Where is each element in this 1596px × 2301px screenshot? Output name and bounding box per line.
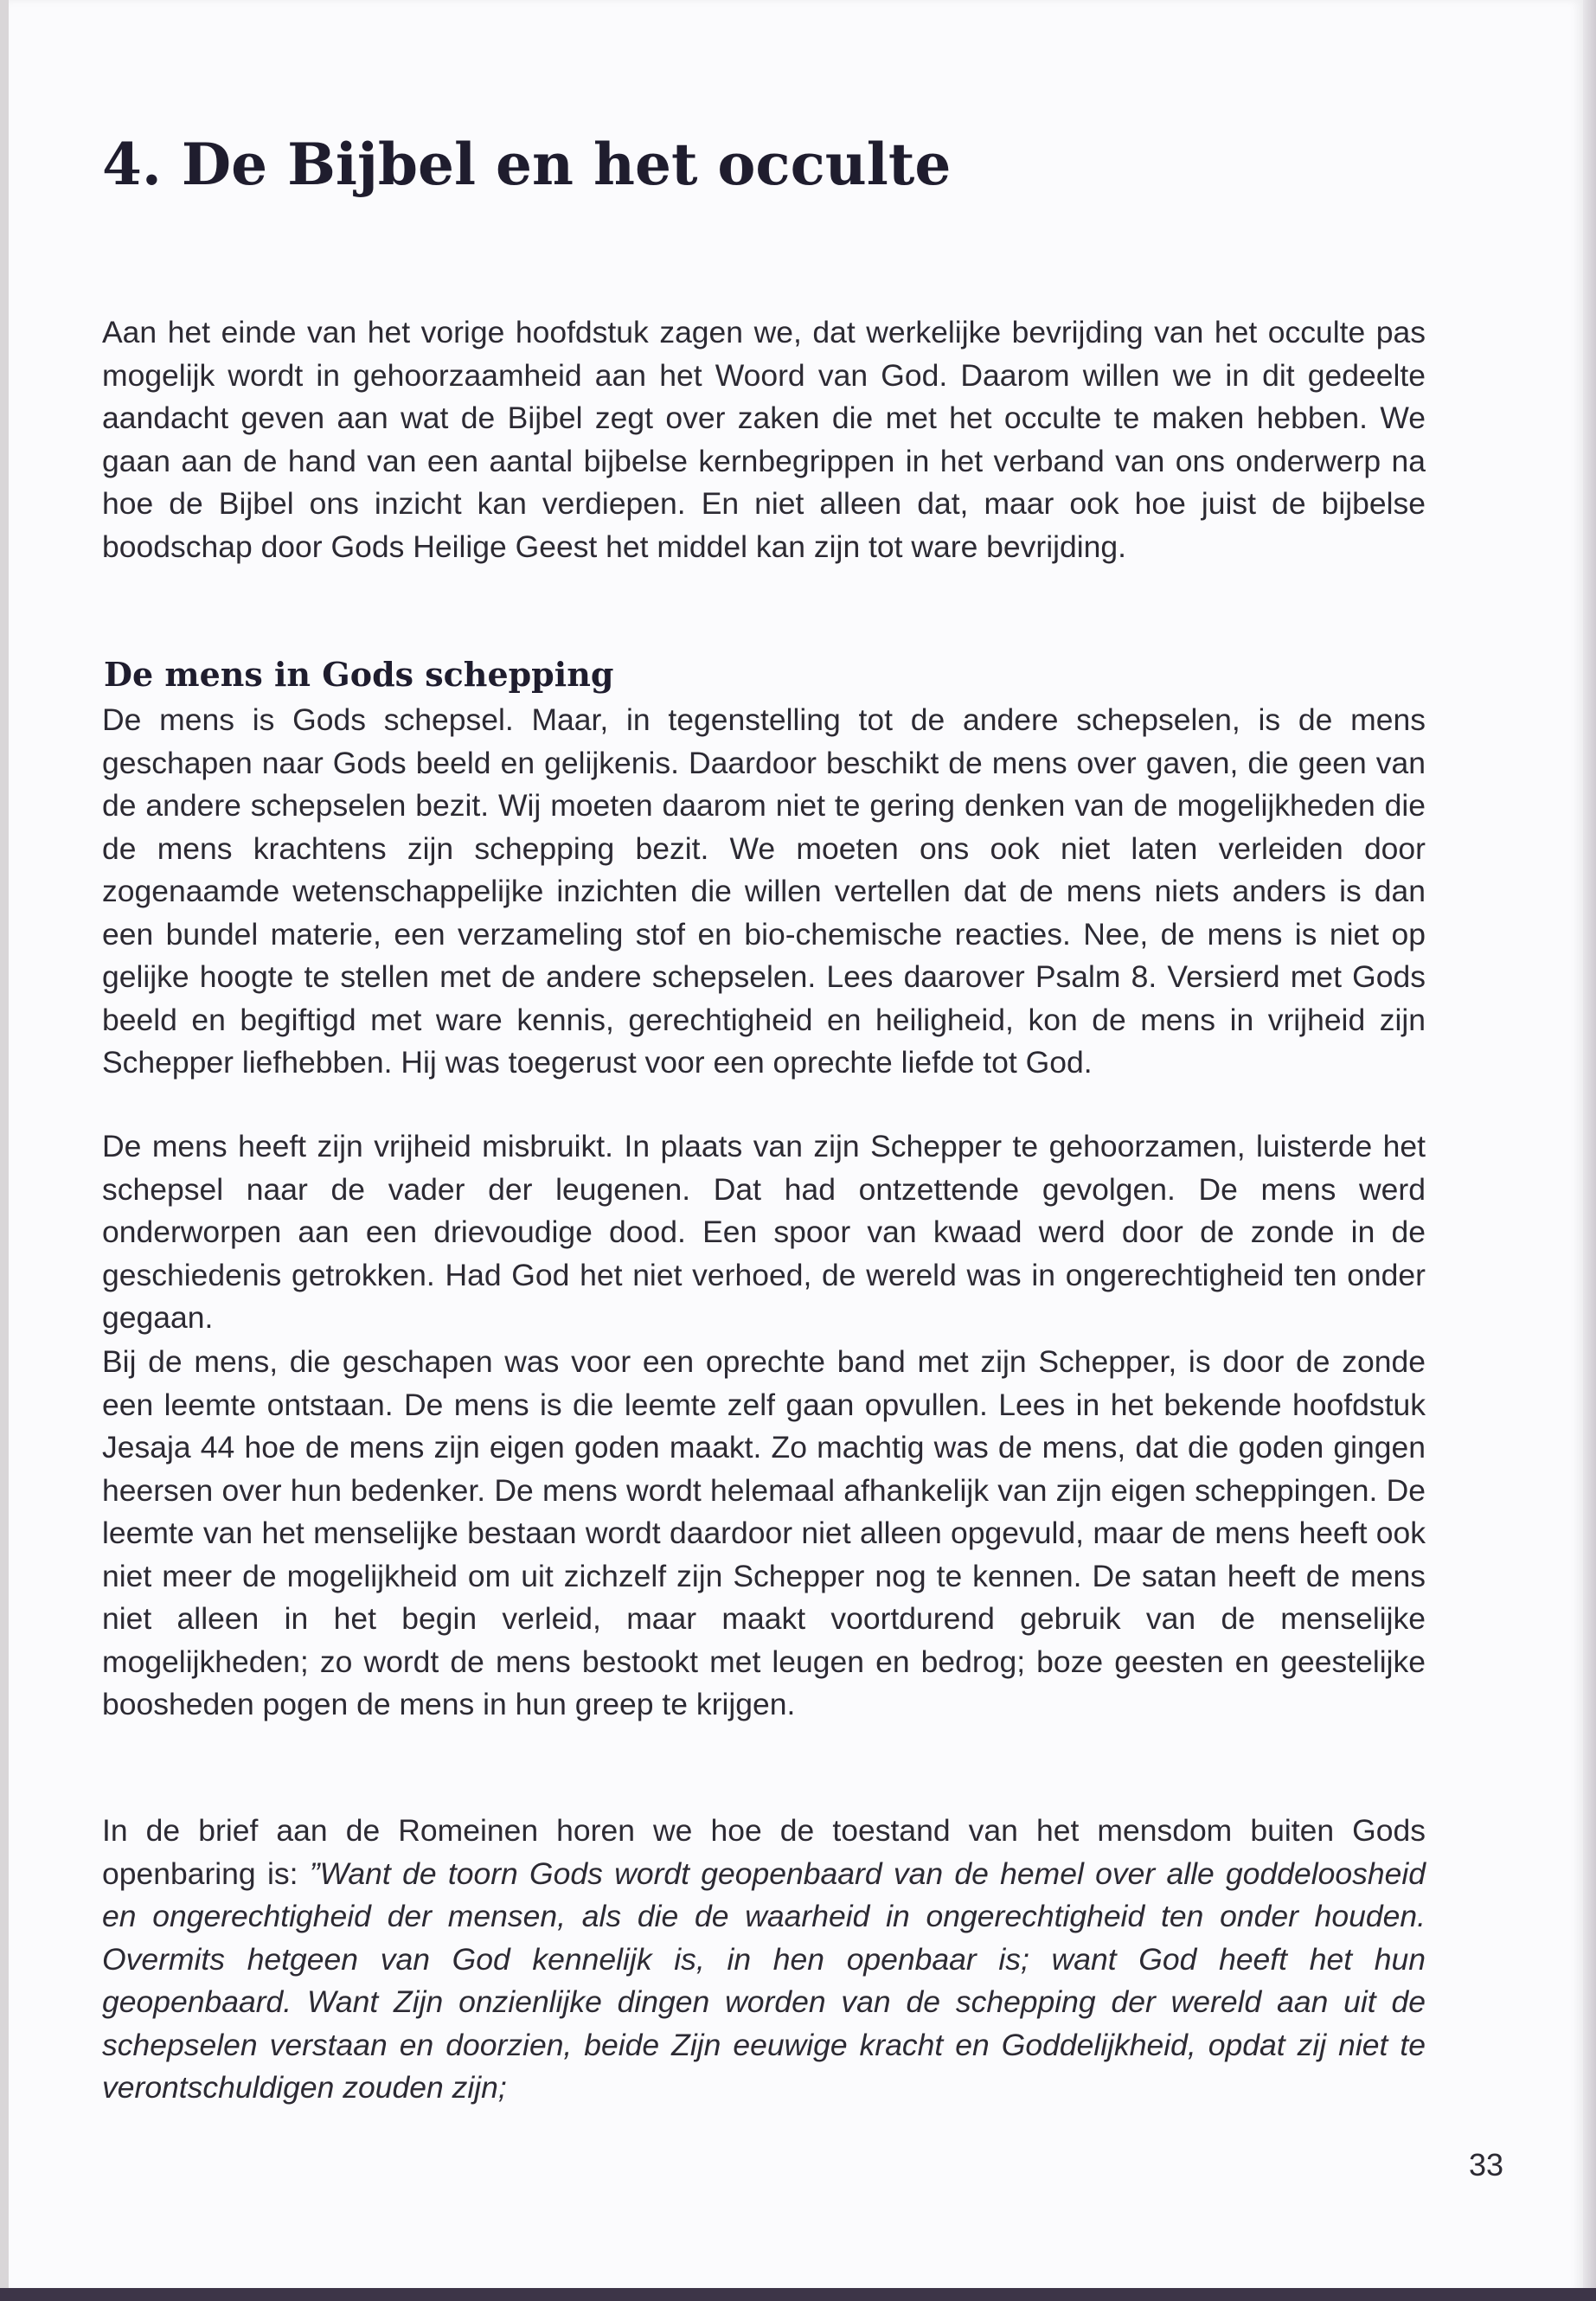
romeinen-intro: In de brief aan de Romeinen horen we hoe de toestand van het mensdom buiten Gods openbaring is:: [102, 1813, 1426, 1891]
romeinen-quote: ”Want de toorn Gods wordt geopenbaard van de hemel over alle goddeloosheid en ongerechtigheid der mensen, als die de waarheid in ongerechtigheid ten onder houden. Overmits hetgeen van God kennelijk is, in hen openbaar is; want God heeft het hun geopenbaard. Want Zijn onzienlijke dingen worden van de schepping der wereld aan uit de schepselen verstaan en doorzien, beide Zijn eeuwige kracht en Goddelijkheid, opdat zij niet te verontschuldigen zouden zijn;: [102, 1856, 1426, 2105]
chapter-title: 4. De Bijbel en het occulte: [102, 131, 952, 198]
page-number: 33: [1469, 2147, 1504, 2182]
section-paragraph-1: De mens is Gods schepsel. Maar, in tegenstelling tot de andere schepselen, is de mens geschapen naar Gods beeld en gelijkenis. Daardoor beschikt de mens over gaven, die geen van de andere schepselen bezit. Wij moeten daarom niet te gering denken van de mogelijkheden die de mens krachtens zijn schepping bezit. We moeten ons ook niet laten verleiden door zogenaamde wetenschappelijke inzichten die willen vertellen dat de mens niets anders is dan een bundel materie, een verzameling stof en bio-chemische reacties. Nee, de mens is niet op gelijke hoogte te stellen met de andere schepselen. Lees daarover Psalm 8. Versierd met Gods beeld en begiftigd met ware kennis, gerechtigheid en heiligheid, kon de mens in vrijheid zijn Schepper liefhebben. Hij was toegerust voor een oprechte liefde tot God.: [102, 702, 1426, 1080]
section-paragraph-3: Bij de mens, die geschapen was voor een oprechte band met zijn Schepper, is door de zonde een leemte ontstaan. De mens is die leemte zelf gaan opvullen. Lees in het bekende hoofdstuk Jesaja 44 hoe de mens zijn eigen goden maakt. Zo machtig was de mens, dat die goden gingen heersen over hun bedenker. De mens wordt helemaal afhankelijk van zijn eigen scheppingen. De leemte van het menselijke bestaan wordt daardoor niet alleen opgevuld, maar de mens heeft ook niet meer de mogelijkheid om uit zichzelf zijn Schepper nog te kennen. De satan heeft de mens niet alleen in het begin verleid, maar maakt voortdurend gebruik van de menselijke mogelijkheden; zo wordt de mens bestookt met leugen en bedrog; boze geesten en geestelijke boosheden pogen de mens in hun greep te krijgen.: [102, 1344, 1426, 1721]
scan-bottom-border: [0, 2288, 1596, 2301]
section-paragraph-2: De mens heeft zijn vrijheid misbruikt. In plaats van zijn Schepper te gehoorzamen, luisterde het schepsel naar de vader der leugenen. Dat had ontzettende gevolgen. De mens werd onderworpen aan een drievoudige dood. Een spoor van kwaad werd door de zonde in de geschiedenis getrokken. Had God het niet verhoed, de wereld was in ongerechtigheid ten onder gegaan.: [102, 1129, 1426, 1335]
section-heading: De mens in Gods schepping: [104, 655, 614, 694]
romeinen-paragraph: [102, 1810, 1426, 2110]
intro-paragraph: Aan het einde van het vorige hoofdstuk zagen we, dat werkelijke bevrijding van het occulte pas mogelijk wordt in gehoorzaamheid aan het Woord van God. Daarom willen we in dit gedeelte aandacht geven aan wat de Bijbel zegt over zaken die met het occulte te maken hebben. We gaan aan de hand van een aantal bijbelse kernbegrippen in het verband van ons onderwerp na hoe de Bijbel ons inzicht kan verdiepen. En niet alleen dat, maar ook hoe juist de bijbelse boodschap door Gods Heilige Geest het middel kan zijn tot ware bevrijding.: [102, 315, 1426, 564]
page-edge-shadow: [1583, 0, 1596, 2288]
